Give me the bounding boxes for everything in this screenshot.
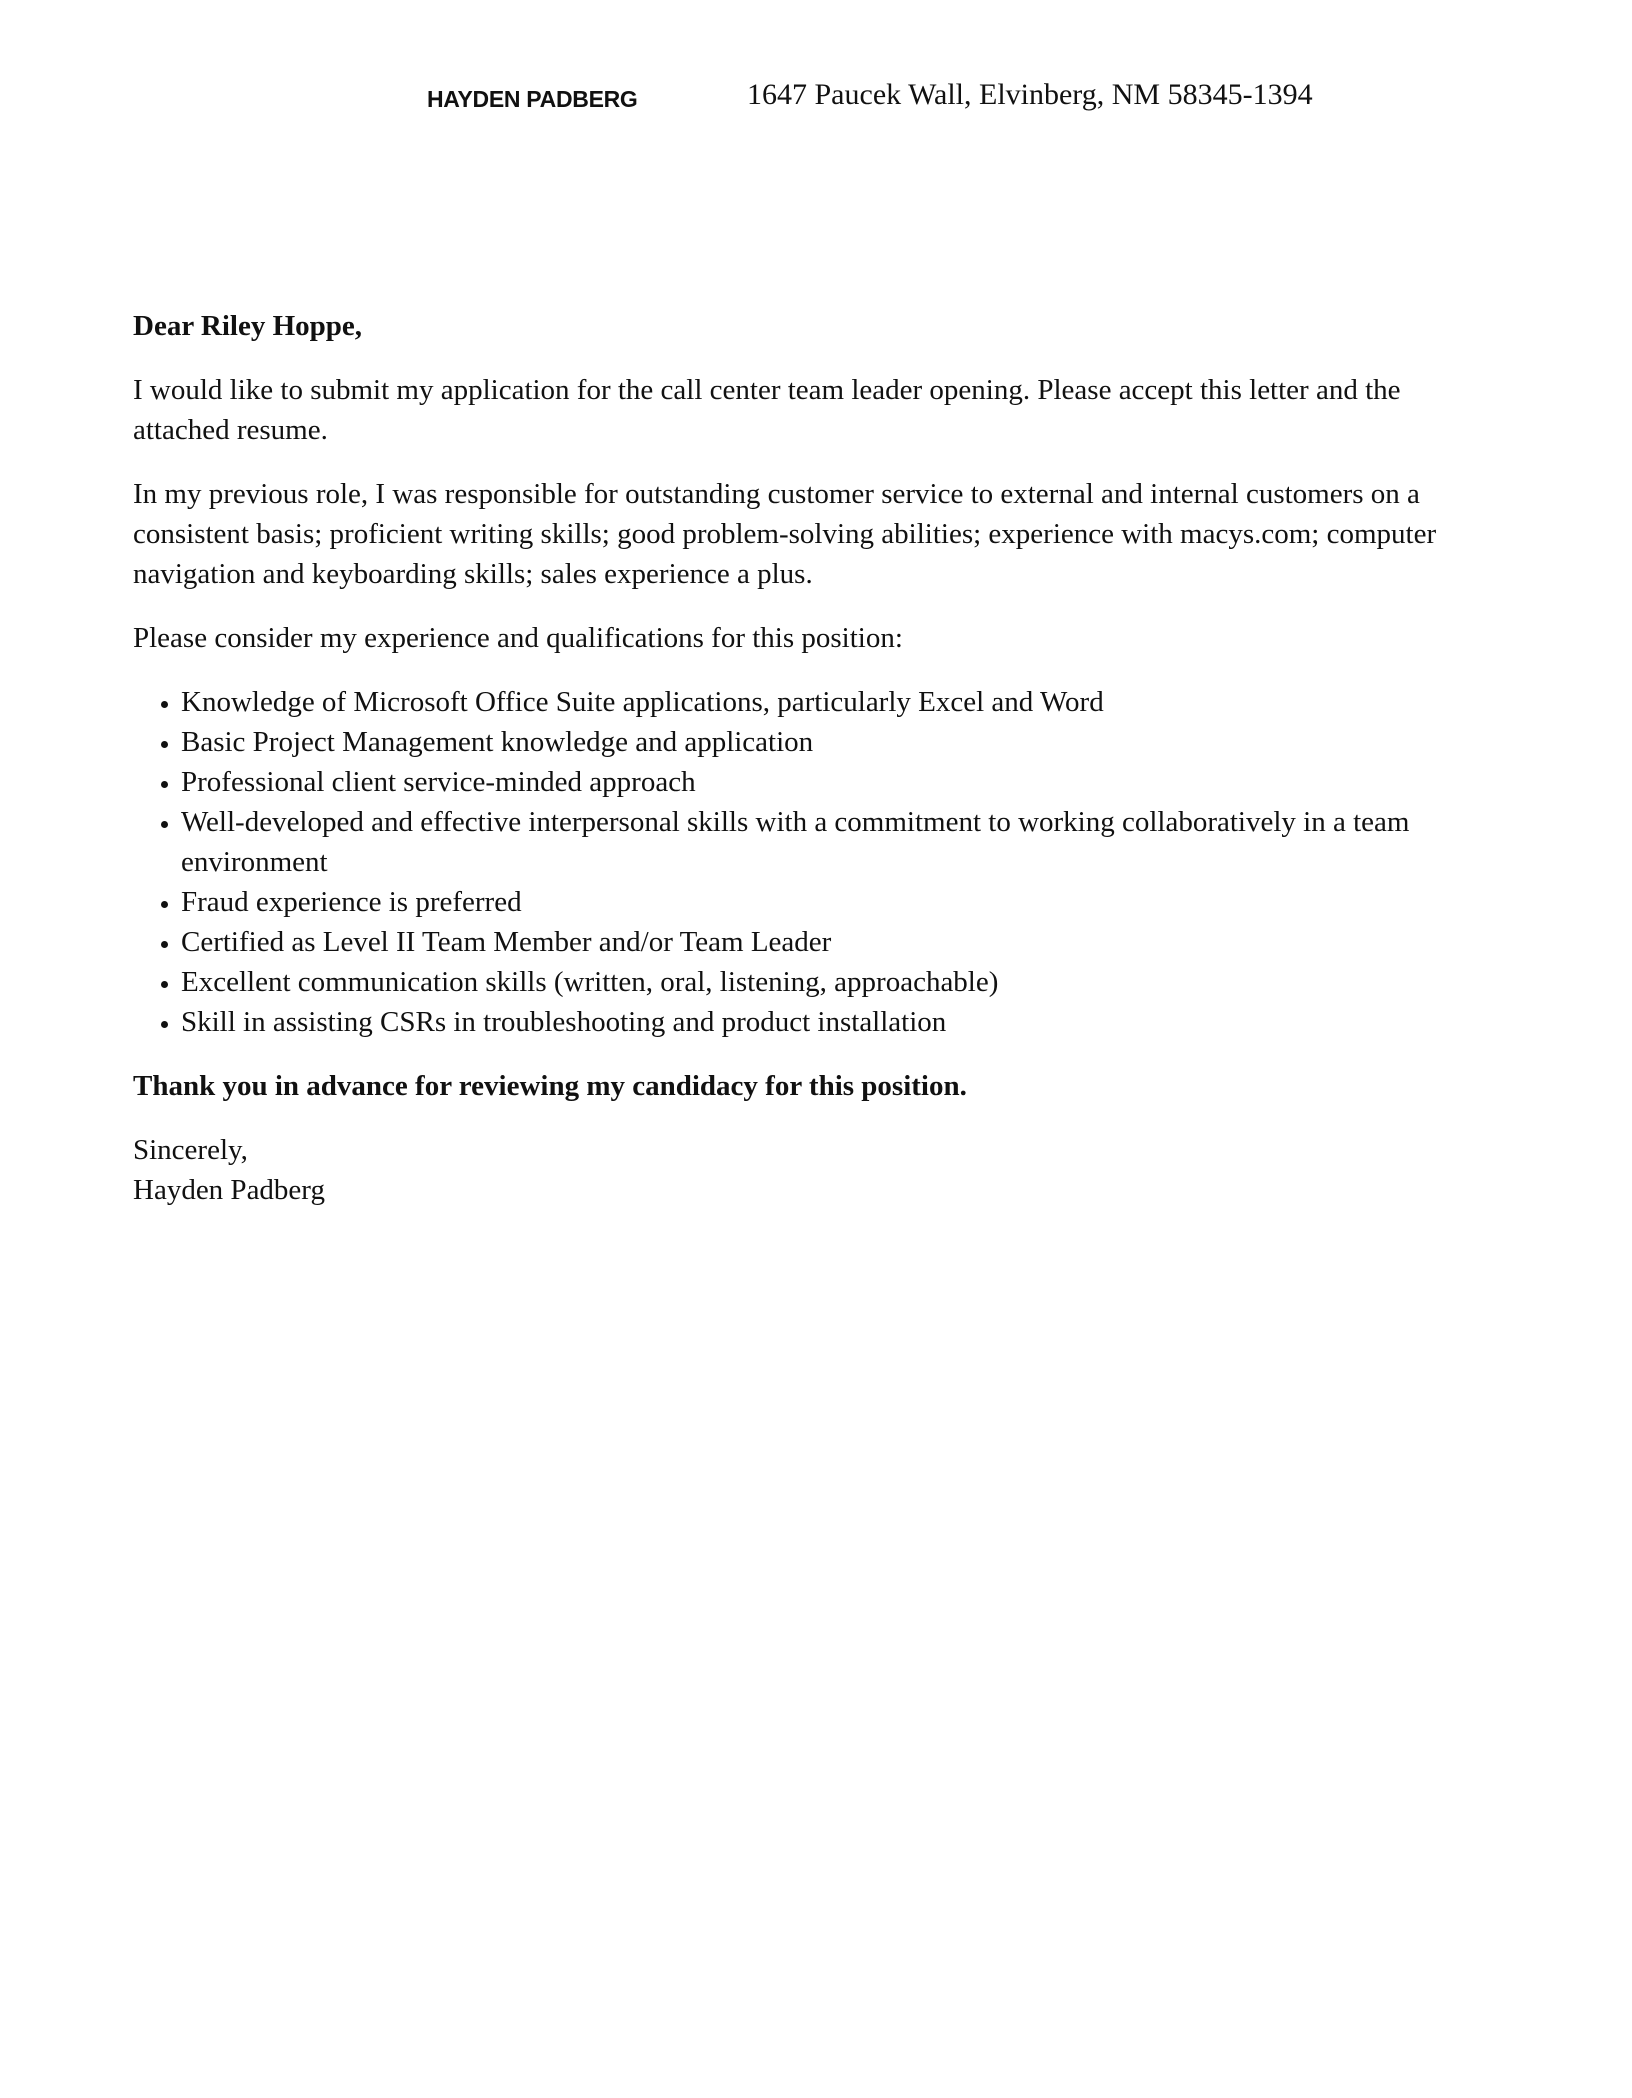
list-item: • Excellent communication skills (written, oral, listening, approachable) — [181, 962, 1503, 1002]
list-item: • Certified as Level II Team Member and/or Team Leader — [181, 922, 1503, 962]
list-item: • Knowledge of Microsoft Office Suite applications, particularly Excel and Word — [181, 682, 1503, 722]
list-item: • Skill in assisting CSRs in troubleshooting and product installation — [181, 1002, 1503, 1042]
letter-header — [0, 78, 1632, 122]
list-item: • Fraud experience is preferred — [181, 882, 1503, 922]
list-item: • Well-developed and effective interpersonal skills with a commitment to working collaboratively in a team environment — [181, 802, 1503, 882]
salutation: Dear Riley Hoppe, — [133, 310, 363, 342]
closing-statement: Thank you in advance for reviewing my candidacy for this position. — [133, 1070, 967, 1102]
list-item: • Professional client service-minded approach — [181, 762, 1503, 802]
qualifications-intro: Please consider my experience and qualifications for this position: — [133, 622, 903, 654]
sender-address: 1647 Paucek Wall, Elvinberg, NM 58345-1394 — [747, 78, 1313, 111]
sender-name: HAYDEN PADBERG — [427, 86, 638, 112]
intro-paragraph: I would like to submit my application for the call center team leader opening. Please accept this letter and the attached resume. — [133, 374, 1401, 446]
letter-body — [133, 306, 1503, 1210]
signoff: Sincerely, — [133, 1134, 248, 1166]
qualifications-list — [133, 682, 1503, 1042]
signature: Hayden Padberg — [133, 1174, 325, 1206]
experience-paragraph: In my previous role, I was responsible for outstanding customer service to external and internal customers on a consistent basis; proficient writing skills; good problem-solving abilities; experience with macys.com; computer navigation and keyboarding skills; sales experience a plus. — [133, 478, 1437, 590]
list-item: • Basic Project Management knowledge and application — [181, 722, 1503, 762]
